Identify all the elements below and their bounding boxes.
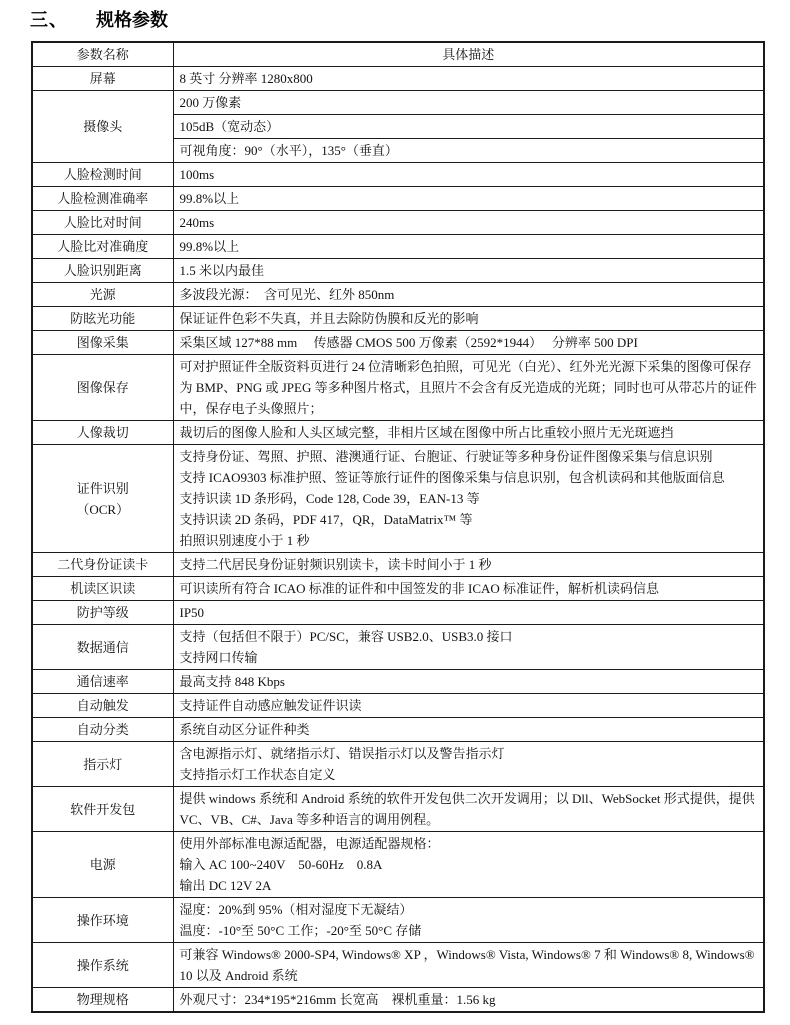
header-param-name: 参数名称	[32, 42, 173, 67]
description-line: 99.8%以上	[179, 239, 240, 254]
param-name-cell: 软件开发包	[32, 787, 173, 832]
table-row	[32, 601, 764, 625]
description-line: 8 英寸 分辨率 1280x800	[179, 71, 313, 86]
spec-table-body	[32, 67, 764, 1013]
table-row	[32, 718, 764, 742]
param-name-cell: 防护等级	[32, 601, 173, 625]
description-line: 可识读所有符合 ICAO 标准的证件和中国签发的非 ICAO 标准证件，解析机读码信息	[179, 581, 660, 596]
table-row	[32, 421, 764, 445]
description-line: 100ms	[179, 167, 215, 182]
description-cell	[173, 742, 764, 787]
param-name-cell: 摄像头	[32, 91, 173, 163]
description-cell	[173, 67, 764, 91]
description-cell	[173, 283, 764, 307]
description-line: 105dB（宽动态）	[179, 119, 280, 134]
table-row	[32, 163, 764, 187]
table-row	[32, 307, 764, 331]
description-cell	[173, 553, 764, 577]
description-line: 1.5 米以内最佳	[179, 263, 265, 278]
description-line: 支持网口传输	[179, 650, 258, 665]
description-cell	[173, 331, 764, 355]
param-name-cell: 操作系统	[32, 943, 173, 988]
param-name-cell: 二代身份证读卡	[32, 553, 173, 577]
description-line: 保证证件色彩不失真，并且去除防伪膜和反光的影响	[179, 311, 479, 326]
table-row	[32, 331, 764, 355]
description-line: 支持（包括但不限于）PC/SC，兼容 USB2.0、USB3.0 接口	[179, 629, 513, 644]
description-line: 可兼容 Windows® 2000-SP4, Windows® XP ，Windows® Vista, Windows® 7 和 Windows® 8, Windows® 10 以及 Android 系统	[179, 947, 755, 983]
description-cell	[173, 355, 764, 421]
table-row	[32, 553, 764, 577]
table-row	[32, 187, 764, 211]
header-description: 具体描述	[173, 42, 764, 67]
description-cell	[173, 898, 764, 943]
param-name-cell: 图像保存	[32, 355, 173, 421]
description-line: 输出 DC 12V 2A	[179, 878, 272, 893]
param-name-cell: 光源	[32, 283, 173, 307]
table-row	[32, 988, 764, 1013]
param-name-cell: 自动分类	[32, 718, 173, 742]
param-name-cell: 通信速率	[32, 670, 173, 694]
description-line: 支持识读 1D 条形码，Code 128, Code 39，EAN-13 等	[179, 491, 480, 506]
section-title	[30, 6, 790, 32]
description-line: 可对护照证件全版资料页进行 24 位清晰彩色拍照，可见光（白光）、红外光光源下采集的图像可保存为 BMP、PNG 或 JPEG 等多种图片格式，且照片不会含有反光造成的光斑；同时也可从带芯片的证件中，保存电子头像照片；	[179, 359, 757, 416]
table-header-row	[32, 42, 764, 67]
param-name-cell: 机读区识读	[32, 577, 173, 601]
param-name-cell: 操作环境	[32, 898, 173, 943]
description-cell	[173, 211, 764, 235]
table-row	[32, 694, 764, 718]
description-cell	[173, 943, 764, 988]
table-row	[32, 211, 764, 235]
description-cell	[173, 235, 764, 259]
param-name-cell: 人脸检测准确率	[32, 187, 173, 211]
table-row	[32, 355, 764, 421]
description-line: 支持二代居民身份证射频识别读卡，读卡时间小于 1 秒	[179, 557, 492, 572]
description-cell	[173, 421, 764, 445]
description-cell	[173, 832, 764, 898]
param-name-cell: 图像采集	[32, 331, 173, 355]
description-line: 支持证件自动感应触发证件识读	[179, 698, 362, 713]
table-row	[32, 898, 764, 943]
description-line: 支持识读 2D 条码，PDF 417，QR，DataMatrix™ 等	[179, 512, 473, 527]
description-cell	[173, 163, 764, 187]
table-row	[32, 91, 764, 115]
table-row	[32, 283, 764, 307]
description-cell	[173, 670, 764, 694]
param-name-cell: 屏幕	[32, 67, 173, 91]
description-line: 使用外部标准电源适配器，电源适配器规格：	[179, 836, 440, 851]
description-cell	[173, 91, 764, 115]
description-line: 200 万像素	[179, 95, 242, 110]
section-number: 三、	[30, 10, 68, 30]
table-row	[32, 625, 764, 670]
table-row	[32, 832, 764, 898]
spec-table	[31, 41, 765, 1013]
description-cell	[173, 787, 764, 832]
table-row	[32, 577, 764, 601]
description-line: 采集区域 127*88 mm 传感器 CMOS 500 万像素（2592*1944） 分辨率 500 DPI	[179, 335, 638, 350]
description-line: 多波段光源： 含可见光、红外 850nm	[179, 287, 395, 302]
description-cell	[173, 718, 764, 742]
description-line: IP50	[179, 605, 205, 620]
description-cell	[173, 694, 764, 718]
description-cell	[173, 307, 764, 331]
description-cell	[173, 577, 764, 601]
description-cell	[173, 625, 764, 670]
param-name-cell: 人脸识别距离	[32, 259, 173, 283]
description-line: 裁切后的图像人脸和人头区域完整，非相片区域在图像中所占比重较小照片无光斑遮挡	[179, 425, 674, 440]
table-row	[32, 67, 764, 91]
param-name-cell: 指示灯	[32, 742, 173, 787]
description-line: 拍照识别速度小于 1 秒	[179, 533, 310, 548]
param-name-cell: 自动触发	[32, 694, 173, 718]
table-row	[32, 742, 764, 787]
table-row	[32, 670, 764, 694]
description-line: 输入 AC 100~240V 50-60Hz 0.8A	[179, 857, 383, 872]
param-name-cell: 物理规格	[32, 988, 173, 1013]
table-row	[32, 259, 764, 283]
description-cell	[173, 988, 764, 1013]
description-line: 240ms	[179, 215, 215, 230]
description-line: 最高支持 848 Kbps	[179, 674, 285, 689]
table-row	[32, 235, 764, 259]
description-cell	[173, 259, 764, 283]
description-cell	[173, 187, 764, 211]
description-cell	[173, 139, 764, 163]
param-name-cell: 人脸检测时间	[32, 163, 173, 187]
param-name-cell: 电源	[32, 832, 173, 898]
description-line: 可视角度：90°（水平），135°（垂直）	[179, 143, 398, 158]
description-cell	[173, 115, 764, 139]
description-cell	[173, 601, 764, 625]
param-name-cell: 证件识别 （OCR）	[32, 445, 173, 553]
param-name-cell: 数据通信	[32, 625, 173, 670]
table-row	[32, 445, 764, 553]
description-line: 提供 windows 系统和 Android 系统的软件开发包供二次开发调用；以 Dll、WebSocket 形式提供，提供 VC、VB、C#、Java 等多种语言的调用例程。	[179, 791, 755, 827]
param-name-cell: 人像裁切	[32, 421, 173, 445]
description-line: 温度：-10°至 50°C 工作；-20°至 50°C 存储	[179, 923, 422, 938]
description-cell	[173, 445, 764, 553]
param-name-cell: 防眩光功能	[32, 307, 173, 331]
description-line: 支持身份证、驾照、护照、港澳通行证、台胞证、行驶证等多种身份证件图像采集与信息识别	[179, 449, 713, 464]
description-line: 支持 ICAO9303 标准护照、签证等旅行证件的图像采集与信息识别，包含机读码和其他版面信息	[179, 470, 725, 485]
description-line: 含电源指示灯、就绪指示灯、错误指示灯以及警告指示灯	[179, 746, 505, 761]
section-title-text: 规格参数	[96, 10, 168, 30]
table-row	[32, 943, 764, 988]
description-line: 99.8%以上	[179, 191, 240, 206]
description-line: 系统自动区分证件种类	[179, 722, 310, 737]
param-name-cell: 人脸比对时间	[32, 211, 173, 235]
description-line: 湿度：20%到 95%（相对湿度下无凝结）	[179, 902, 413, 917]
table-row	[32, 787, 764, 832]
description-line: 支持指示灯工作状态自定义	[179, 767, 336, 782]
description-line: 外观尺寸：234*195*216mm 长宽高 裸机重量：1.56 kg	[179, 992, 496, 1007]
param-name-cell: 人脸比对准确度	[32, 235, 173, 259]
